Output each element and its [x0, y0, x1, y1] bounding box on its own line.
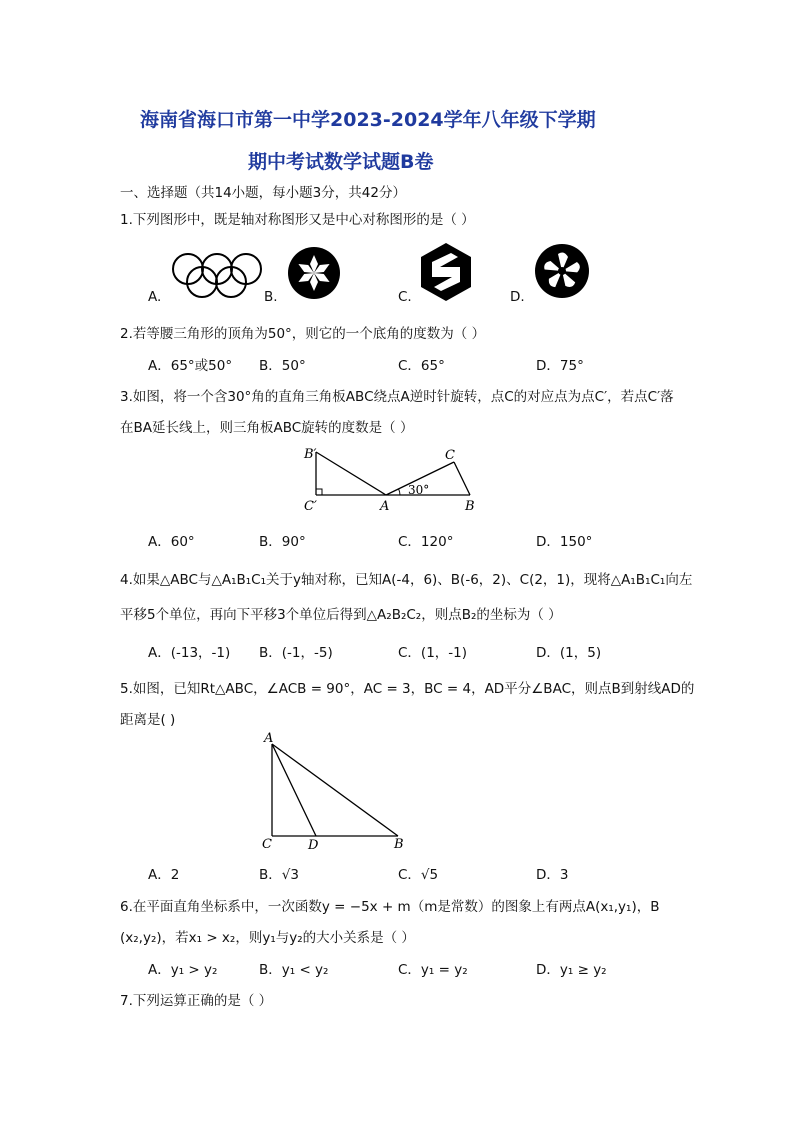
q4-option-b: B．(-1，-5) [259, 645, 333, 661]
q3-option-c: C．120° [398, 534, 454, 550]
q2-option-b: B．50° [259, 358, 306, 374]
label-b-prime: B′ [304, 447, 317, 462]
question-7-stem: 7.下列运算正确的是（ ） [120, 993, 273, 1009]
q6-option-a: A．y₁ > y₂ [148, 962, 218, 978]
label-a: A [380, 499, 390, 514]
q5-option-d: D．3 [536, 867, 569, 883]
q3-option-a: A．60° [148, 534, 195, 550]
q5-option-c: C．√5 [398, 867, 439, 883]
question-3-stem-line1: 3.如图，将一个含30°角的直角三角板ABC绕点A逆时针旋转，点C的对应点为点C′，若点C′落 [120, 389, 674, 405]
q4-option-d: D．(1，5) [536, 645, 602, 661]
figure-snowflake-icon [287, 246, 341, 300]
q6-option-d: D．y₁ ≥ y₂ [536, 962, 607, 978]
label-c: C [262, 837, 272, 852]
question-5-stem-line1: 5.如图，已知Rt△ABC，∠ACB = 90°，AC = 3，BC = 4，AD平分∠BAC，则点B到射线AD的 [120, 681, 695, 697]
q1-option-d: D. [510, 289, 525, 305]
question-1-stem: 1.下列图形中，既是轴对称图形又是中心对称图形的是（ ） [120, 212, 475, 228]
question-2-stem: 2.若等腰三角形的顶角为50°，则它的一个底角的度数为（ ） [120, 326, 486, 342]
figure-z-hexagon-icon [420, 243, 472, 301]
q6-option-c: C．y₁ = y₂ [398, 962, 468, 978]
q5-option-b: B．√3 [259, 867, 299, 883]
question-4-stem-line2: 平移5个单位，再向下平移3个单位后得到△A₂B₂C₂，则点B₂的坐标为（ ） [120, 607, 562, 623]
label-b: B [465, 499, 475, 514]
label-c-prime: C′ [304, 499, 317, 514]
label-angle-30: 30° [408, 483, 430, 497]
q2-option-c: C．65° [398, 358, 445, 374]
figure-olympic-rings [170, 252, 265, 298]
page-title-line2: 期中考试数学试题B卷 [248, 151, 434, 173]
q1-option-c: C. [398, 289, 412, 305]
q2-option-d: D．75° [536, 358, 584, 374]
label-b: B [394, 837, 404, 852]
q1-option-a: A. [148, 289, 162, 305]
question-4-stem-line1: 4.如果△ABC与△A₁B₁C₁关于y轴对称，已知A(-4，6)、B(-6，2)、C(2，1)，现将△A₁B₁C₁向左 [120, 572, 693, 588]
label-d: D [308, 838, 319, 853]
figure-right-triangle [258, 730, 418, 852]
figure-rotated-triangle [300, 444, 490, 516]
question-6-stem-line1: 6.在平面直角坐标系中，一次函数y = −5x + m（m是常数）的图象上有两点A(x₁,y₁)，B [120, 899, 660, 915]
page-title-line1: 海南省海口市第一中学2023-2024学年八年级下学期 [140, 109, 596, 131]
question-6-stem-line2: (x₂,y₂)，若x₁ > x₂，则y₁与y₂的大小关系是（ ） [120, 930, 415, 946]
q1-option-b: B. [264, 289, 278, 305]
label-c: C [445, 448, 455, 463]
question-3-stem-line2: 在BA延长线上，则三角板ABC旋转的度数是（ ） [120, 420, 414, 436]
q2-option-a: A．65°或50° [148, 358, 233, 374]
q3-option-d: D．150° [536, 534, 593, 550]
label-a: A [264, 731, 274, 746]
section-heading: 一、选择题（共14小题，每小题3分，共42分） [120, 185, 406, 201]
q4-option-a: A．(-13，-1) [148, 645, 231, 661]
q4-option-c: C．(1，-1) [398, 645, 468, 661]
figure-pinwheel-icon [534, 243, 590, 299]
q6-option-b: B．y₁ < y₂ [259, 962, 329, 978]
q5-option-a: A．2 [148, 867, 180, 883]
q3-option-b: B．90° [259, 534, 306, 550]
question-5-stem-line2: 距离是( ) [120, 712, 176, 728]
